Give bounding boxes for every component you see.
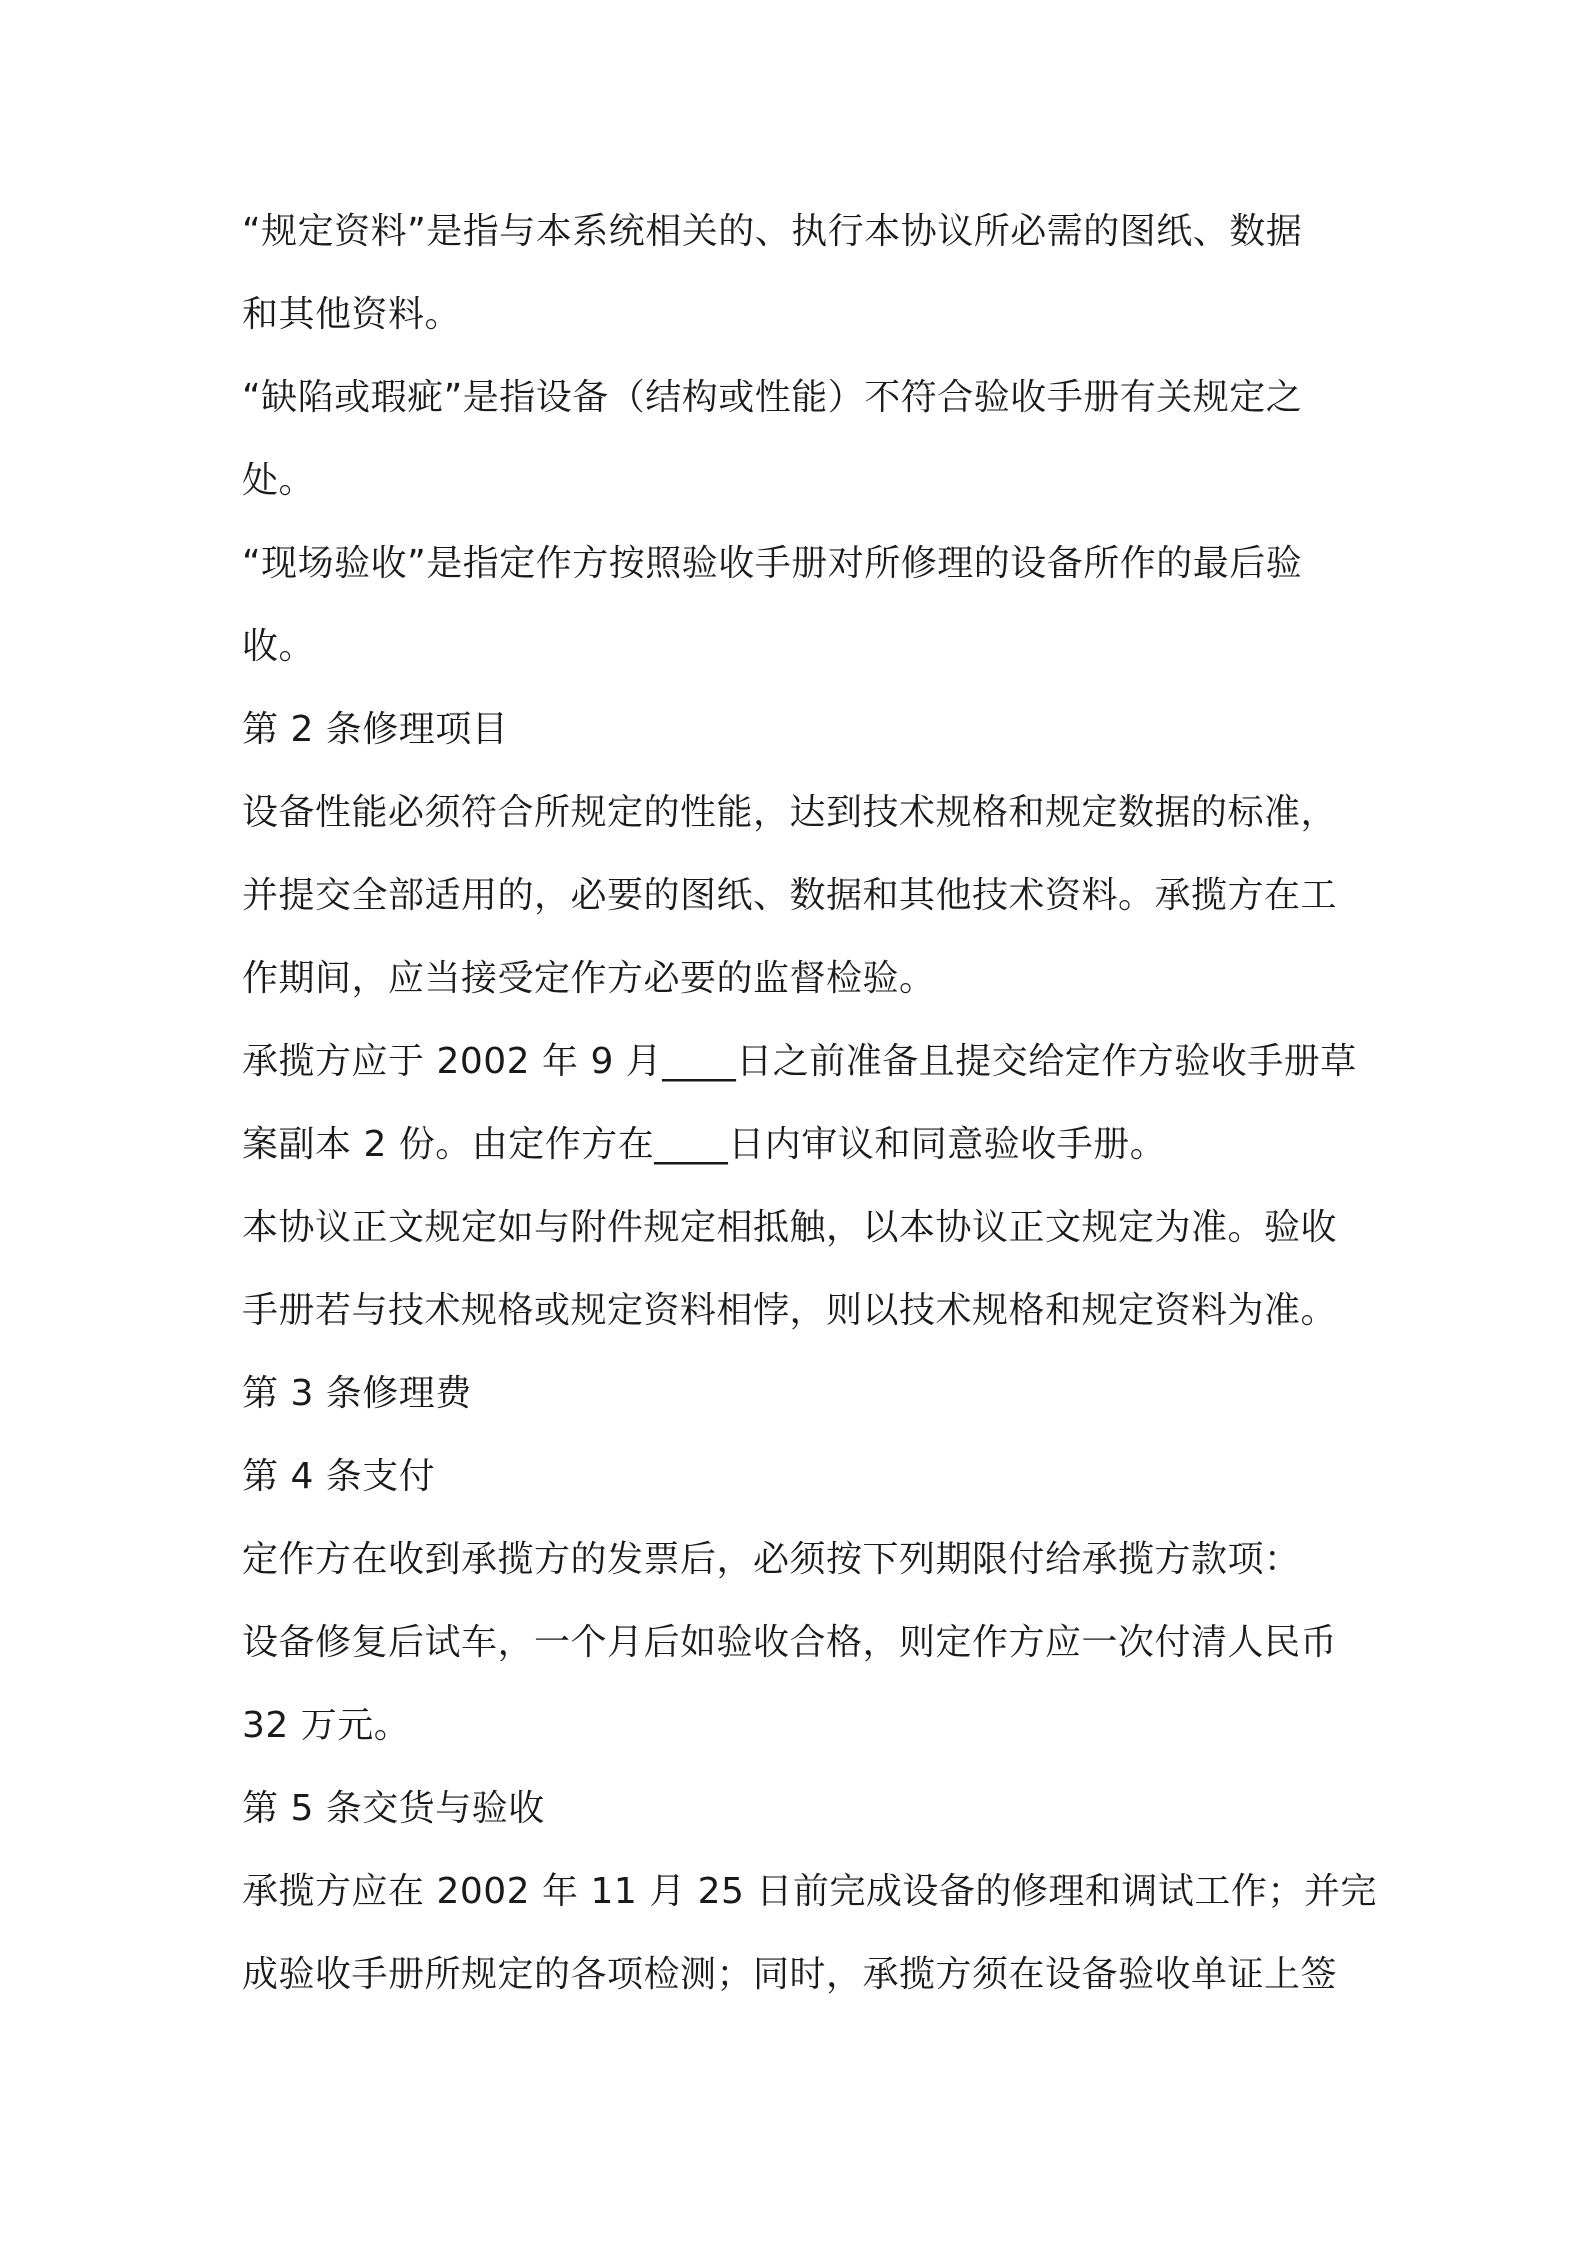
article-heading: 第 2 条修理项目 (242, 709, 509, 750)
document-body (242, 190, 1377, 2016)
definition-line: 处。 (242, 460, 316, 501)
body-line: 设备修复后试车，一个月后如验收合格，则定作方应一次付清人民币 (242, 1622, 1338, 1663)
body-line: 设备性能必须符合所规定的性能，达到技术规格和规定数据的标准， (242, 792, 1338, 833)
article-heading: 第 5 条交货与验收 (242, 1788, 545, 1829)
article-heading: 第 4 条支付 (242, 1456, 436, 1497)
body-line: 承揽方应于 2002 年 9 月____日之前准备且提交给定作方验收手册草 (242, 1041, 1357, 1082)
body-line: 手册若与技术规格或规定资料相悖，则以技术规格和规定资料为准。 (242, 1290, 1338, 1331)
body-line: 并提交全部适用的，必要的图纸、数据和其他技术资料。承揽方在工 (242, 875, 1338, 916)
body-line: 定作方在收到承揽方的发票后，必须按下列期限付给承揽方款项： (242, 1539, 1301, 1580)
body-line: 32 万元。 (242, 1705, 411, 1746)
definition-line: 收。 (242, 626, 316, 667)
definition-line: “规定资料”是指与本系统相关的、执行本协议所必需的图纸、数据 (242, 211, 1303, 252)
body-line: 成验收手册所规定的各项检测；同时，承揽方须在设备验收单证上签 (242, 1954, 1338, 1995)
definition-line: 和其他资料。 (242, 294, 462, 335)
body-line: 承揽方应在 2002 年 11 月 25 日前完成设备的修理和调试工作；并完 (242, 1871, 1377, 1912)
article-heading: 第 3 条修理费 (242, 1373, 472, 1414)
body-line: 本协议正文规定如与附件规定相抵触，以本协议正文规定为准。验收 (242, 1207, 1338, 1248)
body-line: 案副本 2 份。由定作方在____日内审议和同意验收手册。 (242, 1124, 1167, 1165)
definition-line: “现场验收”是指定作方按照验收手册对所修理的设备所作的最后验 (242, 543, 1303, 584)
body-line: 作期间，应当接受定作方必要的监督检验。 (242, 958, 936, 999)
definition-line: “缺陷或瑕疵”是指设备（结构或性能）不符合验收手册有关规定之 (242, 377, 1303, 418)
